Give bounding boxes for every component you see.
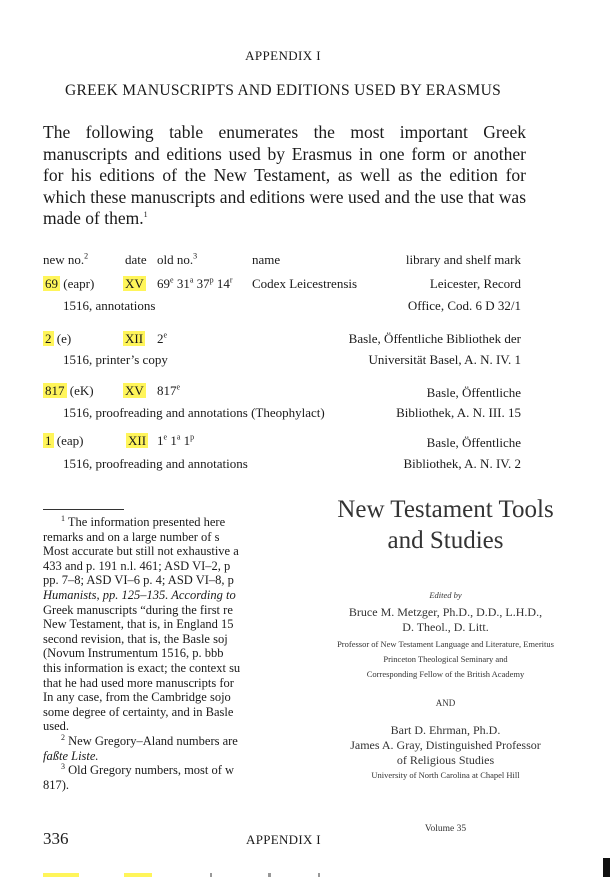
intro-paragraph — [43, 122, 526, 230]
footnote-1-line: some degree of certainty, and in Basle — [43, 704, 234, 719]
footnote-1-line: $^1$ The information presented here — [61, 515, 226, 529]
editor-1-fellowship: Corresponding Fellow of the British Academy — [366, 669, 525, 679]
footnote-1-line: pp. 7–8; ASD VI–6 p. 4; ASD VI–8, p — [43, 573, 234, 588]
manuscript-use: 1516, proofreading and annotations — [63, 456, 248, 471]
footnote-1-line: New Testament, that is, in England 15 — [43, 617, 234, 632]
running-head: APPENDIX I — [246, 832, 321, 844]
manuscript-type: (eK) — [69, 383, 94, 398]
manuscript-use: 1516, proofreading and annotations (Theophylact) — [63, 405, 325, 420]
manuscript-number: 2 — [45, 331, 52, 346]
footnote-3: $^3$ Old Gregory numbers, most of w — [61, 761, 235, 778]
footnote-1-line: Humanists, pp. 125–135. According to — [43, 587, 236, 602]
library-line-2: Bibliothek, A. N. IV. 2 — [403, 456, 521, 471]
editor-2-title: James A. Gray, Distinguished Professor — [350, 738, 541, 752]
appendix-heading: APPENDIX I — [245, 48, 321, 63]
library-line-2: Bibliothek, A. N. III. 15 — [396, 405, 521, 420]
highlight-mark — [43, 873, 79, 877]
footnote-marker-3[interactable]: 3 — [193, 251, 198, 261]
series-title-page — [281, 486, 610, 877]
col-header-date: date — [125, 252, 147, 267]
manuscript-use: 1516, annotations — [63, 298, 156, 313]
footnote-1-line: 433 and p. 191 n.l. 461; ASD VI–2, p — [43, 558, 231, 573]
editor-1-degrees: D. Theol., D. Litt. — [402, 620, 489, 634]
manuscript-name: Codex Leicestrensis — [252, 276, 358, 291]
footnotes — [43, 515, 284, 803]
footnote-1-line: Most accurate but still not exhaustive a — [43, 544, 239, 559]
text-fragment — [268, 873, 271, 877]
footnote-1-line: used. — [43, 719, 70, 734]
manuscript-type: (eap) — [56, 433, 84, 448]
table-row — [43, 331, 71, 347]
manuscript-date: XII — [128, 433, 147, 448]
footnote-3-tail: 817). — [43, 777, 70, 792]
edited-by-label: Edited by — [429, 590, 462, 600]
table-row — [43, 433, 83, 449]
old-number: 1e 1$^a$ 1$^p$ — [157, 432, 195, 448]
highlight-mark — [124, 873, 152, 877]
manuscript-number: 69 — [45, 276, 58, 291]
editor-1-name: Bruce M. Metzger, Ph.D., D.D., L.H.D., — [348, 605, 543, 619]
old-number: 69e 31$^a$ 37$^p$ 14$^r$ — [157, 275, 233, 291]
volume-label: Volume 35 — [424, 824, 467, 834]
old-number: 817e — [157, 382, 181, 398]
text-fragment — [318, 873, 320, 877]
col-header-name: name — [252, 252, 281, 267]
editor-1-title: Professor of New Testament Language and Literature, Emeritus — [337, 639, 554, 649]
footnote-1-line: In any case, from the Cambridge sojo — [43, 690, 231, 705]
col-header-old-no: old no.$^3$ — [157, 251, 198, 267]
page-number: 336 — [43, 829, 69, 848]
footnote-rule — [43, 509, 124, 510]
footnote-2-tail: faßte Liste. — [43, 748, 99, 763]
library-line-2: Office, Cod. 6 D 32/1 — [407, 298, 521, 313]
old-number: 2e — [157, 330, 168, 346]
footnote-marker-2[interactable]: 2 — [84, 251, 89, 261]
footnote-2: $^2$ New Gregory–Aland numbers are — [61, 732, 238, 748]
manuscript-use: 1516, printer’s copy — [63, 352, 168, 367]
editor-2-name: Bart D. Ehrman, Ph.D. — [390, 723, 501, 737]
manuscript-date: XV — [125, 383, 144, 398]
footnote-1-line: remarks and on a large number of s — [43, 529, 220, 544]
table-row — [43, 276, 94, 292]
col-header-new-no: new no.$^2$ — [43, 251, 89, 267]
manuscript-number: 817 — [45, 383, 65, 398]
editor-2-department: of Religious Studies — [396, 753, 495, 767]
library-line-2: Universität Basel, A. N. IV. 1 — [368, 352, 521, 367]
manuscript-number: 1 — [45, 433, 52, 448]
manuscript-type: (e) — [56, 331, 72, 346]
footnote-1-line: (Novum Instrumentum 1516, p. bbb — [43, 646, 224, 661]
library-line-1: Basle, Öffentliche — [426, 435, 521, 450]
footnote-1-line: second revision, that is, the Basle soj — [43, 631, 228, 646]
section-title: GREEK MANUSCRIPTS AND EDITIONS USED BY ERASMUS — [64, 82, 502, 99]
library-line-1: Basle, Öffentliche — [426, 385, 521, 400]
footnote-marker-1[interactable]: 1 — [143, 210, 148, 220]
editor-1-institution: Princeton Theological Seminary and — [383, 654, 508, 664]
and-label: AND — [435, 698, 456, 708]
footnote-1-line: that he had used more manuscripts for — [43, 675, 234, 690]
intro-text: The following table enumerates the most important Greek manuscripts and editions used by Erasmus in one form or another for his editions of the New Testament, as well as the edition for which these manuscripts and editions were used and the use that was made of them. — [43, 122, 526, 228]
manuscript-type: (eapr) — [63, 276, 95, 291]
series-title: New Testament Tools and Studies — [337, 496, 554, 554]
footnote-1-line: Greek manuscripts “during the first re — [43, 602, 233, 617]
manuscript-date: XV — [125, 276, 144, 291]
library-line-1: Basle, Öffentliche Bibliothek der — [348, 331, 521, 346]
footnote-1-line: this information is exact; the context su — [43, 660, 241, 675]
col-header-library: library and shelf mark — [405, 252, 521, 267]
table-row — [43, 383, 94, 399]
text-fragment — [210, 873, 212, 877]
library-line-1: Leicester, Record — [429, 276, 521, 291]
manuscript-date: XII — [125, 331, 144, 346]
editor-2-institution: University of North Carolina at Chapel Hill — [371, 770, 520, 780]
next-page-edge — [0, 873, 610, 877]
